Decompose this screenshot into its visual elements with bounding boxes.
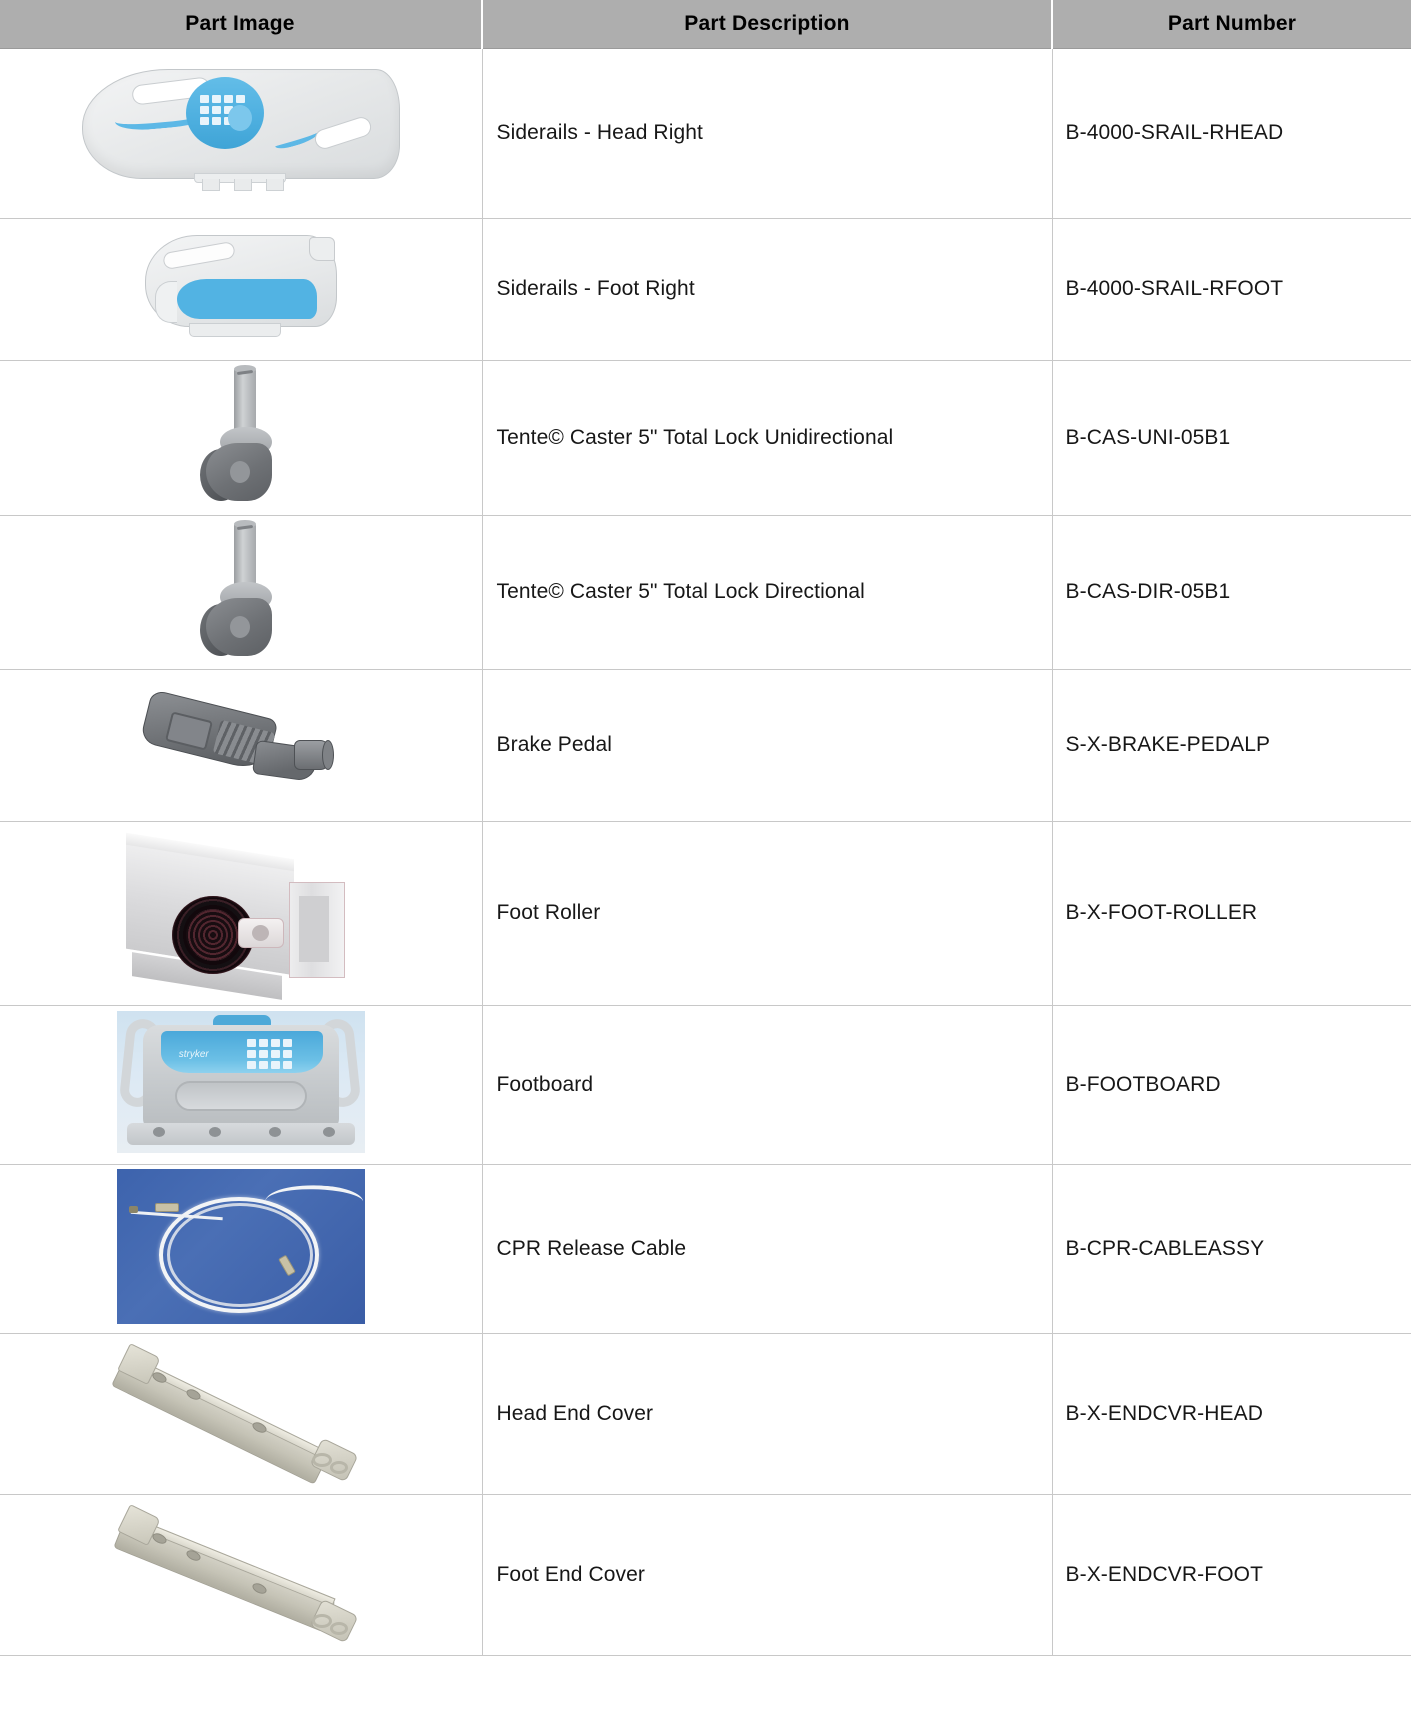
table-row [0,1164,1411,1333]
table-row [0,821,1411,1005]
foot-end-cover-image [116,1502,366,1642]
part-image-cell [0,669,482,821]
part-description-cell: Foot Roller [482,821,1052,1005]
part-image-cell [0,1333,482,1494]
head-end-cover-image [116,1341,366,1481]
caster-directional-image [186,520,296,660]
part-description-cell: Siderails - Head Right [482,48,1052,218]
table-row [0,360,1411,515]
brake-pedal-image [136,688,346,798]
part-image-cell [0,1005,482,1164]
table-row [0,1333,1411,1494]
part-number-cell: B-X-ENDCVR-HEAD [1052,1333,1411,1494]
part-number-cell: B-CPR-CABLEASSY [1052,1164,1411,1333]
part-number-cell: S-X-BRAKE-PEDALP [1052,669,1411,821]
part-description-cell: Footboard [482,1005,1052,1164]
siderail-foot-right-image [141,231,341,343]
part-image-cell [0,48,482,218]
table-row [0,669,1411,821]
part-number-cell: B-CAS-DIR-05B1 [1052,515,1411,669]
part-image-cell [0,218,482,360]
footboard-logo-text: stryker [178,1049,209,1060]
foot-roller-image [126,826,356,996]
header-row [0,0,1411,48]
part-number-cell: B-X-FOOT-ROLLER [1052,821,1411,1005]
part-number-cell: B-X-ENDCVR-FOOT [1052,1494,1411,1655]
column-header-part-description: Part Description [482,0,1052,48]
part-description-cell: Foot End Cover [482,1494,1052,1655]
part-description-cell: Siderails - Foot Right [482,218,1052,360]
part-number-cell: B-CAS-UNI-05B1 [1052,360,1411,515]
table-header [0,0,1411,48]
part-description-cell: CPR Release Cable [482,1164,1052,1333]
table-body [0,48,1411,1655]
part-number-cell: B-4000-SRAIL-RFOOT [1052,218,1411,360]
part-image-cell [0,1164,482,1333]
part-number-cell: B-4000-SRAIL-RHEAD [1052,48,1411,218]
column-header-part-image: Part Image [0,0,482,48]
part-image-cell [0,821,482,1005]
cpr-release-cable-image [117,1169,365,1324]
part-description-cell: Tente© Caster 5" Total Lock Directional [482,515,1052,669]
table-row [0,515,1411,669]
table-row [0,218,1411,360]
part-image-cell [0,1494,482,1655]
part-number-cell: B-FOOTBOARD [1052,1005,1411,1164]
column-header-part-number: Part Number [1052,0,1411,48]
table-row [0,1494,1411,1655]
table-row [0,48,1411,218]
table-row [0,1005,1411,1164]
part-image-cell [0,360,482,515]
part-description-cell: Tente© Caster 5" Total Lock Unidirectional [482,360,1052,515]
part-description-cell: Head End Cover [482,1333,1052,1494]
part-image-cell [0,515,482,669]
footboard-image [117,1011,365,1153]
part-description-cell: Brake Pedal [482,669,1052,821]
siderail-head-right-image [76,61,406,201]
caster-unidirectional-image [186,365,296,505]
